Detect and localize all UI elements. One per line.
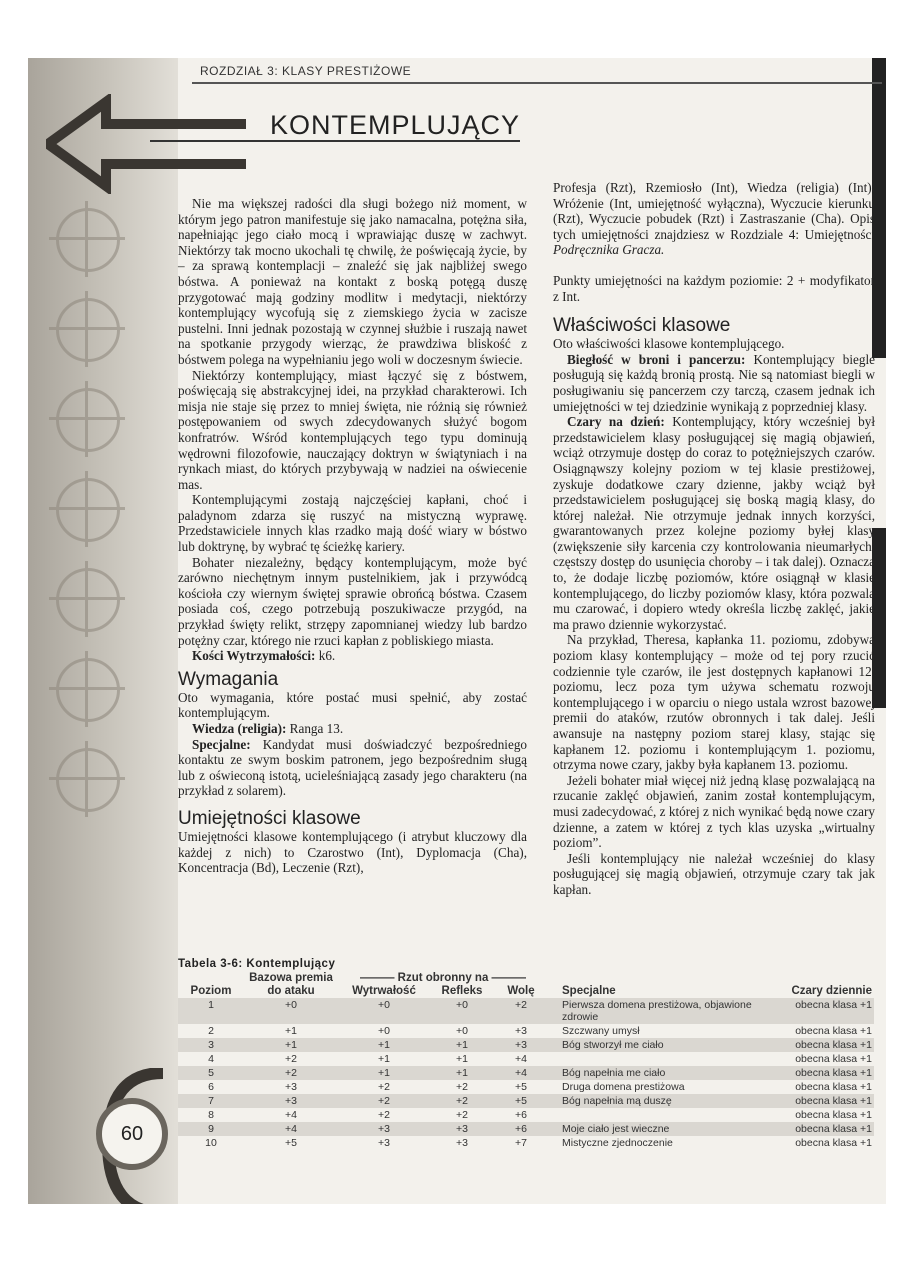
column-header: Refleks xyxy=(441,985,483,997)
hit-dice xyxy=(178,648,527,664)
table-cell: +1 xyxy=(456,1039,468,1051)
skills-text: Profesja (Rzt), Rzemiosło (Int), Wiedza (religia) (Int), Wróżenie (Int, umiejętność wyłączna), Wyczucie kierunku (Rzt), Wyczucie pobudek (Rzt) i Zastraszanie (Cha). Opis tych umiejętności znajdziesz w Rozdziale 4: Umiejętności xyxy=(553,180,875,242)
column-header: Wolę xyxy=(507,985,535,997)
right-column xyxy=(553,180,875,898)
group-header-saves: ——— Rzut obronny na ——— xyxy=(359,972,527,984)
table-cell: +4 xyxy=(515,1067,527,1079)
requirement-label: Specjalne: xyxy=(192,736,251,752)
table-cell: +3 xyxy=(456,1123,468,1135)
table-cell: +0 xyxy=(456,1025,468,1037)
table-cell: obecna klasa +1 xyxy=(795,1025,872,1037)
column-header: Czary dziennie xyxy=(791,985,872,997)
table-cell: obecna klasa +1 xyxy=(795,1053,872,1065)
table-row xyxy=(178,1136,874,1150)
book-title: Podręcznika Gracza. xyxy=(553,242,665,258)
paragraph: Nie ma większej radości dla sługi bożego niż moment, w którym jego patron manifestuje się jako namacalna, potężna siła, napełniając jego ciało mocą i wprawiając duszę w zachwyt. Niektórzy tak mocno ukochali tę chwilę, że poświęcają życie, by – za sprawą kontemplacji – znaleźć się jak najbliżej swego bóstwa. A ponieważ na kontakt z boską potęgą duszę przygotować mają godziny modlitw i medytacji, niektórzy kontemplujący wycofują się z ziemskiego życia w zacisze pustelni. Inni jednak pozostają w czynnej służbie i ruszają nawet na spotkanie przygody wierząc, że prawdziwa bliskość z bóstwem polega na wypełnianiu jego woli w doczesnym świecie. xyxy=(178,196,527,367)
table-cell: obecna klasa +1 xyxy=(795,1095,872,1107)
table-cell: Pierwsza domena prestiżowa, objawione zdrowie xyxy=(562,999,752,1023)
table-cell: 7 xyxy=(208,1095,214,1107)
table-title: Tabela 3-6: Kontemplujący xyxy=(178,958,336,970)
table-cell: +3 xyxy=(515,1039,527,1051)
paragraph: Punkty umiejętności na każdym poziomie: 2 + modyfikator z Int. xyxy=(553,272,875,304)
table-cell: +1 xyxy=(285,1039,297,1051)
table-cell: +6 xyxy=(515,1123,527,1135)
paragraph: Bohater niezależny, będący kontemplującym, może być zarówno niechętnym innym pustelnikiem, jak i przywódcą kościoła czy wiernym świętej sprawie obrońcą bóstwa. Czasem posiada coś, czego potrzebują poszukiwacze przygód, na przykład święty relikt, strzępy zapomnianej wiedzy lub bardzo potężny czar, którego nie rzuci kapłan z pobliskiego miasta. xyxy=(178,554,527,648)
table-cell: +3 xyxy=(378,1123,390,1135)
table-cell: obecna klasa +1 xyxy=(795,1039,872,1051)
table-cell: 5 xyxy=(208,1067,214,1079)
table-cell: obecna klasa +1 xyxy=(795,1109,872,1121)
table-cell: Szczwany umysł xyxy=(562,1025,640,1037)
rune-icon xyxy=(56,478,120,542)
requirements-heading: Wymagania xyxy=(178,668,279,690)
table-cell: Mistyczne zjednoczenie xyxy=(562,1137,673,1149)
table-cell: +7 xyxy=(515,1137,527,1149)
header-spacer xyxy=(548,972,772,985)
feature-text: Kontemplujący biegle posługują się każdą bronią prostą. Nie są natomiast biegli w posługiwaniu się pancerzem czy tarczą, czasem jednak ich umiejętności w tej dziedzinie wynikają z poprzedniej klasy. xyxy=(553,351,875,414)
requirement-label: Wiedza (religia): xyxy=(192,721,287,736)
paragraph: Jeżeli bohater miał więcej niż jedną klasę pozwalającą na rzucanie zaklęć objawień, zanim został kontemplującym, musi zadecydować, z której z nich wynikać będą nowe czary dzienne, a zatem w której z tych klas uzyska „wirtualny poziom”. xyxy=(553,772,875,851)
table-cell xyxy=(548,1108,772,1122)
hit-dice-label: Kości Wytrzymałości: xyxy=(192,648,316,664)
table-cell: 1 xyxy=(208,999,214,1011)
table-cell: obecna klasa +1 xyxy=(795,1081,872,1093)
skills-heading: Umiejętności klasowe xyxy=(178,807,361,829)
table-cell: obecna klasa +1 xyxy=(795,999,872,1011)
hit-dice-value: k6. xyxy=(318,648,336,664)
page-title: KONTEMPLUJĄCY xyxy=(150,110,520,142)
table-cell: +1 xyxy=(456,1053,468,1065)
left-column xyxy=(178,196,527,876)
table-cell: 8 xyxy=(208,1109,214,1121)
table-cell: +0 xyxy=(456,999,468,1011)
table-row xyxy=(178,1108,874,1122)
table-cell: +2 xyxy=(515,999,527,1011)
header-spacer xyxy=(178,972,244,985)
table-cell: 4 xyxy=(208,1053,214,1065)
table-cell: 6 xyxy=(208,1081,214,1093)
column-header: do ataku xyxy=(267,985,315,997)
table-cell: +2 xyxy=(378,1109,390,1121)
table-body xyxy=(178,998,874,1150)
table-cell: obecna klasa +1 xyxy=(795,1137,872,1149)
table-cell: +3 xyxy=(456,1137,468,1149)
table-cell: Bóg stworzył me ciało xyxy=(562,1039,664,1051)
paragraph xyxy=(553,352,875,414)
table-row xyxy=(178,1094,874,1108)
table-cell: +5 xyxy=(515,1095,527,1107)
requirement-value: Ranga 13. xyxy=(289,721,344,736)
table-cell: +2 xyxy=(285,1067,297,1079)
table-cell: +3 xyxy=(285,1095,297,1107)
header-spacer xyxy=(772,972,874,985)
table-row xyxy=(178,1038,874,1052)
table-row xyxy=(178,1122,874,1136)
table-cell: Bóg napełnia me ciało xyxy=(562,1067,666,1079)
feature-label: Czary na dzień: xyxy=(567,414,665,430)
decorative-margin xyxy=(28,58,178,1204)
table-cell: 9 xyxy=(208,1123,214,1135)
table-cell: obecna klasa +1 xyxy=(795,1067,872,1079)
paragraph: Oto wymagania, które postać musi spełnić, aby zostać kontemplującym. xyxy=(178,689,527,721)
table-row xyxy=(178,1052,874,1066)
feature-label: Biegłość w broni i pancerzu: xyxy=(567,351,746,367)
table-cell: 10 xyxy=(205,1137,217,1149)
rune-icon xyxy=(56,298,120,362)
table-cell: Moje ciało jest wieczne xyxy=(562,1123,670,1135)
table-row xyxy=(178,1066,874,1080)
rune-icon xyxy=(56,388,120,452)
paragraph: Oto właściwości klasowe kontemplującego. xyxy=(553,336,785,352)
table-cell: +2 xyxy=(378,1095,390,1107)
table-cell: +3 xyxy=(378,1137,390,1149)
requirement-value: Kandydat musi doświadczyć bezpośredniego kontaktu ze swym boskim patronem, jego bezpośrednim sługą lub z oświeconą istotą, ucieleśniającą zasady jego charakteru (na przykład z solarem). xyxy=(178,736,528,799)
table-cell: +0 xyxy=(378,999,390,1011)
paragraph xyxy=(553,180,875,258)
paragraph: Niektórzy kontemplujący, miast łączyć się z bóstwem, poświęcają się abstrakcyjnej idei, na przykład charakterowi. Ich misja nie staje się przez to mniej święta, nie różnią się również postępowaniem od swych zdecydowanych służyć bogom konfratrów. Wśród kontemplujących tego typu dominują wędrowni filozofowie, nauczający doktryn w świątyniach i na rynkach miast, do których przybywają w nadziei na oświecenie mas. xyxy=(178,367,527,492)
table-cell: +1 xyxy=(378,1053,390,1065)
table-cell: +4 xyxy=(515,1053,527,1065)
divider xyxy=(192,82,882,84)
table-cell: +4 xyxy=(285,1123,297,1135)
table-cell: +5 xyxy=(285,1137,297,1149)
table-cell: 3 xyxy=(208,1039,214,1051)
progression-table xyxy=(178,972,874,1150)
table-row xyxy=(178,1080,874,1094)
table-cell xyxy=(548,1052,772,1066)
rune-icon xyxy=(56,208,120,272)
table-row xyxy=(178,1024,874,1038)
table-cell: +4 xyxy=(285,1109,297,1121)
paragraph: Jeśli kontemplujący nie należał wcześniej do klasy posługującej się magią objawień, otrzymuje czary tak jak kapłan. xyxy=(553,850,875,897)
rune-icon xyxy=(56,658,120,722)
table-cell: obecna klasa +1 xyxy=(795,1123,872,1135)
table-cell: +1 xyxy=(285,1025,297,1037)
table-cell: +6 xyxy=(515,1109,527,1121)
paragraph xyxy=(553,414,875,632)
table-cell: +5 xyxy=(515,1081,527,1093)
table-cell: Bóg napełnia mą duszę xyxy=(562,1095,672,1107)
table-cell: +3 xyxy=(285,1081,297,1093)
chapter-header: ROZDZIAŁ 3: KLASY PRESTIŻOWE xyxy=(200,64,412,78)
column-header: Wytrwałość xyxy=(352,985,416,997)
table-cell: +0 xyxy=(378,1025,390,1037)
table-cell: +2 xyxy=(456,1109,468,1121)
feature-text: Kontemplujący, który wcześniej był przedstawicielem klasy posługującej się magią objawień, wciąż otrzymuje dostęp do coraz to potężniejszych czarów. Osiągnąwszy kolejny poziom w tej klasie prestiżowej, zyskuje dodatkowe czary dzienne, jakby wciąż był przedstawicielem posługującej się boską magią klasy, do której należał. Nie otrzymuje jednak innych korzyści, gwarantowanych przez kolejne poziomy byłej klasy (zwiększenie siły karcenia czy kontrolowania nieumarłych, częstszy dostęp do usunięcia choroby – i tak dalej). Oznacza to, że dodaje liczbę poziomów, które osiągnął w klasie kontemplującego, do liczby poziomów klasy, która pozwala mu czarować, i dopiero wtedy określa liczbę zaklęć, jakie ma prawo dziennie wykorzystać. xyxy=(553,414,876,632)
paragraph: Umiejętności klasowe kontemplującego (i atrybut kluczowy dla każdej z nich) to Czarostwo (Int), Dyplomacja (Cha), Koncentracja (Bd), Leczenie (Rzt), xyxy=(178,828,527,876)
table-cell: +2 xyxy=(456,1095,468,1107)
table-cell: +1 xyxy=(378,1039,390,1051)
paragraph: Na przykład, Theresa, kapłanka 11. poziomu, zdobywa poziom klasy kontemplujący – może od tej pory rzucić codziennie tyle czarów, ile jest dostępnych kapłanowi 12. poziomu, lecz poza tym używa schematu rozwoju kontemplującego i w oparciu o niego ustala wzrost bazowej premii do ataków, rzutów obronnych i tak dalej. Jeśli awansuje na następny poziom starej klasy, stając się kapłanem 12. poziomu i kontemplującym 1. poziomu, otrzyma nowe czary, jakby była kapłanem 13. poziomu. xyxy=(553,632,875,773)
table-cell: +0 xyxy=(285,999,297,1011)
paragraph: Kontemplującymi zostają najczęściej kapłani, choć i paladynom zdarza się ruszyć na mistyczną wyprawę. Przedstawiciele innych klas rzadko mają dość wiary w bóstwo lub doktrynę, by wybrać tę ścieżkę kariery. xyxy=(178,492,527,555)
column-header: Poziom xyxy=(190,985,232,997)
column-header: Specjalne xyxy=(562,985,616,997)
arrow-icon xyxy=(46,94,246,194)
table-cell: +2 xyxy=(285,1053,297,1065)
table-cell: +3 xyxy=(515,1025,527,1037)
table-cell: +1 xyxy=(378,1067,390,1079)
features-heading: Właściwości klasowe xyxy=(553,315,731,337)
table-cell: +2 xyxy=(378,1081,390,1093)
rune-icon xyxy=(56,568,120,632)
table-cell: +1 xyxy=(456,1067,468,1079)
requirement-special xyxy=(178,737,527,799)
group-header-bab: Bazowa premia xyxy=(249,972,333,984)
table-cell: 2 xyxy=(208,1025,214,1037)
table-cell: +2 xyxy=(456,1081,468,1093)
page-number: 60 xyxy=(96,1098,168,1170)
table-row xyxy=(178,998,874,1024)
requirement-knowledge xyxy=(178,721,527,737)
rune-icon xyxy=(56,748,120,812)
table-cell: Druga domena prestiżowa xyxy=(562,1081,685,1093)
